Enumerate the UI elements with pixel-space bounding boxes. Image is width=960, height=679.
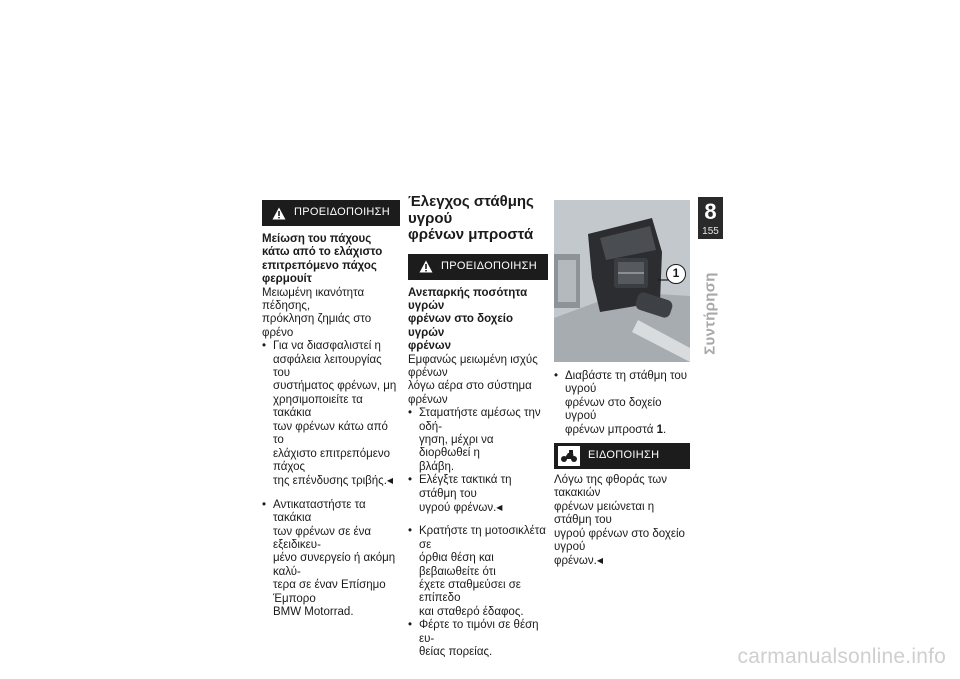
reference-number: 1 bbox=[656, 423, 664, 436]
warning-title: Μείωση του πάχους κάτω από το ελάχιστο επιτρεπόμενο πάχος φερμουίτ bbox=[262, 233, 383, 286]
watermark: carmanualsonline.info bbox=[737, 645, 946, 668]
chapter-tab bbox=[698, 197, 723, 239]
chapter-number: 8 bbox=[704, 199, 717, 224]
list-item: • Σταματήστε αμέσως την οδή- γηση, μέχρι να διορθωθεί η βλάβη. bbox=[408, 407, 548, 474]
instruction-list bbox=[554, 370, 690, 437]
page-number: 155 bbox=[702, 226, 719, 237]
section-title: Έλεγχος στάθμης υγρού φρένων μπροστά bbox=[408, 193, 534, 243]
left-column bbox=[262, 200, 400, 619]
instruction-list bbox=[408, 407, 548, 659]
notice-banner bbox=[554, 443, 690, 469]
list-item: • Ελέγξτε τακτικά τη στάθμη του υγρού φρένων.◀ bbox=[408, 474, 548, 515]
chapter-side-label: Συντήρηση bbox=[701, 272, 719, 355]
list-item: • Κρατήστε τη μοτοσικλέτα σε όρθια θέση και βεβαιωθείτε ότι έχετε σταθμεύσει σε επίπεδο και σταθερό έδαφος. bbox=[408, 525, 548, 619]
end-mark: ◀ bbox=[596, 556, 603, 566]
right-column bbox=[554, 200, 690, 569]
list-item: • Φέρτε το τιμόνι σε θέση ευ- θείας πορείας. bbox=[408, 619, 548, 659]
warning-label: ΠΡΟΕΙΔΟΠΟΙΗΣΗ bbox=[293, 206, 391, 219]
list-item: • Αντικαταστήστε τα τακάκια των φρένων σε ένα εξειδικευ- μένο συνεργείο ή ακόμη καλύ- τερα σε έναν Επίσημο Έμπορο BMW Motorrad. bbox=[262, 499, 400, 620]
callout-marker: 1 bbox=[666, 264, 686, 284]
warning-banner bbox=[408, 254, 548, 280]
list-item: • Διαβάστε τη στάθμη του υγρού φρένων στο δοχείο υγρού φρένων μπροστά 1. bbox=[554, 370, 690, 437]
warning-icon bbox=[272, 207, 286, 220]
list-item: • Για να διασφαλιστεί η ασφάλεια λειτουργίας του συστήματος φρένων, μη χρησιμοποιείτε τα τακάκια των φρένων κάτω από το ελάχιστο επιτρεπόμενο πάχος της επένδυσης τριβής.◀ bbox=[262, 340, 400, 488]
end-mark: ◀ bbox=[386, 476, 394, 486]
warning-description: Εμφανώς μειωμένη ισχύς φρένων λόγω αέρα στο σύστημα φρένων bbox=[408, 353, 538, 406]
brake-reservoir-photo bbox=[554, 200, 690, 362]
warning-banner bbox=[262, 200, 400, 226]
motorcycle-notice-icon bbox=[558, 446, 580, 466]
warning-label: ΠΡΟΕΙΔΟΠΟΙΗΣΗ bbox=[440, 259, 538, 272]
instruction-list bbox=[262, 340, 400, 619]
notice-text: Λόγω της φθοράς των τακακιών φρένων μειώνεται η στάθμη του υγρού φρένων στο δοχείο υγρού φρένων.◀ bbox=[554, 474, 685, 568]
warning-title: Ανεπαρκής ποσότητα υγρών φρένων στο δοχείο υγρών φρένων bbox=[408, 286, 528, 353]
warning-icon bbox=[419, 260, 433, 273]
end-mark: ◀ bbox=[496, 503, 503, 512]
warning-description: Μειωμένη ικανότητα πέδησης, πρόκληση ζημιάς στο φρένο bbox=[262, 286, 372, 339]
middle-column bbox=[408, 193, 548, 659]
notice-label: ΕΙΔΟΠΟΙΗΣΗ bbox=[588, 449, 660, 462]
